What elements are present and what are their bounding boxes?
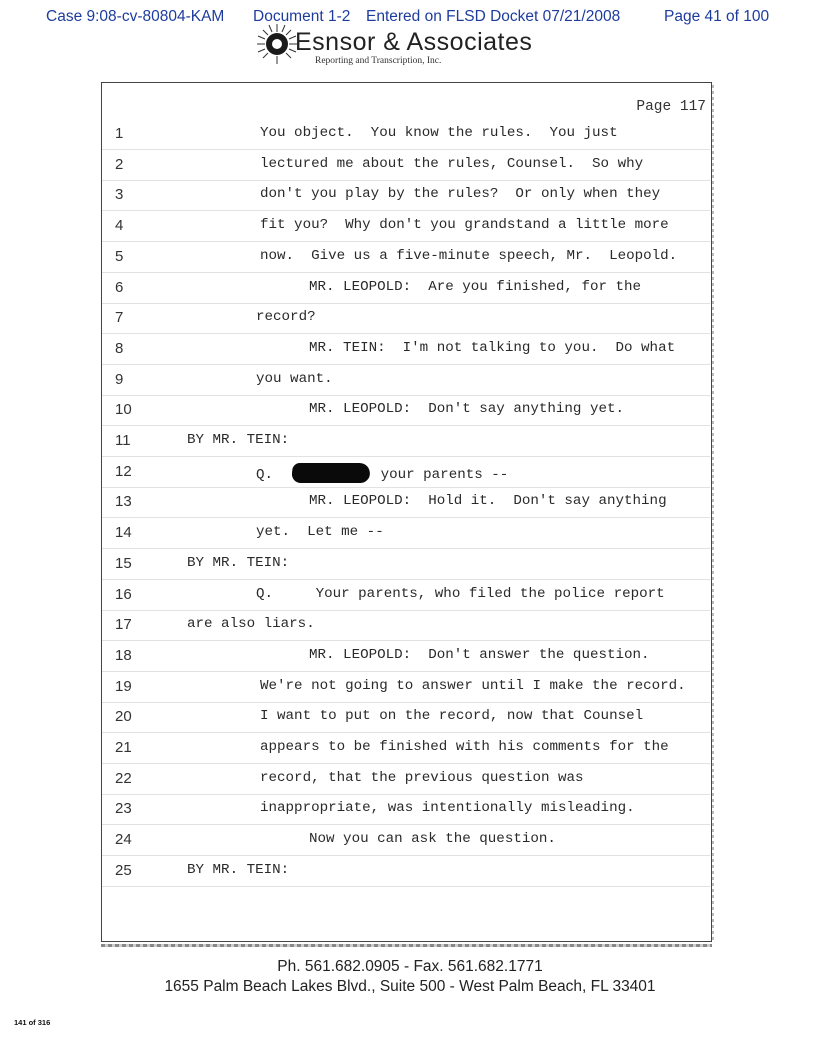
transcript-line [102,702,710,733]
line-number: 18 [115,646,132,664]
docket-entry: Entered on FLSD Docket 07/21/2008 [366,8,621,25]
transcript-line [102,334,710,365]
transcript-line [102,150,710,181]
transcript-line [102,672,710,703]
line-text: fit you? Why don't you grandstand a little more [260,217,669,234]
line-text: MR. LEOPOLD: Don't say anything yet. [309,401,625,418]
line-text: BY MR. TEIN: [187,432,290,448]
line-text: We're not going to answer until I make the record. [260,677,686,694]
line-number: 15 [115,554,132,572]
line-text: lectured me about the rules, Counsel. So why [260,155,644,172]
line-number: 12 [115,462,132,480]
line-text [256,463,508,483]
transcript-line [102,487,710,518]
line-text: don't you play by the rules? Or only when they [260,186,661,203]
line-number: 9 [115,370,124,388]
line-text: now. Give us a five-minute speech, Mr. Leopold. [260,247,678,264]
line-number: 8 [115,339,124,357]
transcript-line [102,457,710,488]
line-number: 10 [115,401,132,419]
line-number: 14 [115,524,132,542]
line-text-before-redaction: Q. [256,466,274,483]
footer-address: 1655 Palm Beach Lakes Blvd., Suite 500 - West Palm Beach, FL 33401 [164,978,656,995]
line-text: MR. TEIN: I'm not talking to you. Do what [309,339,676,356]
line-text: yet. Let me -- [256,524,384,541]
line-number: 3 [115,186,124,204]
redaction-block [291,463,371,483]
transcript-page-label: Page 117 [636,99,706,115]
transcript-line [102,580,710,611]
line-text: MR. LEOPOLD: Don't answer the question. [309,646,650,663]
line-text: BY MR. TEIN: [187,861,290,878]
line-number: 13 [115,493,132,511]
line-text: MR. LEOPOLD: Are you finished, for the [309,278,642,295]
transcript-line [102,211,710,242]
line-number: 21 [115,739,132,756]
transcript-line [102,365,710,396]
line-text: are also liars. [187,616,315,633]
pdf-page-count: 141 of 316 [14,1018,51,1027]
case-number: Case 9:08-cv-80804-KAM [46,8,225,25]
line-text: you want. [256,370,333,387]
line-number: 23 [115,800,132,818]
transcript-line [102,518,710,549]
reporter-name: Esnsor & Associates [295,28,533,56]
line-text-after-redaction: your parents -- [380,466,509,483]
document-number: Document 1-2 [253,8,351,25]
line-number: 16 [115,585,132,603]
line-text: Now you can ask the question. [309,831,556,848]
line-text: record, that the previous question was [260,769,584,786]
line-text: BY MR. TEIN: [187,554,290,571]
transcript-line [102,825,710,856]
line-number: 25 [115,861,132,879]
line-number: 4 [115,217,124,235]
line-text: I want to put on the record, now that Counsel [260,708,644,725]
line-number: 24 [115,831,132,849]
line-number: 19 [115,677,132,695]
transcript-line [102,764,710,795]
reporter-tagline: Reporting and Transcription, Inc. [315,56,442,66]
line-text: MR. LEOPOLD: Hold it. Don't say anything [309,493,667,510]
line-text: appears to be finished with his comments for the [260,739,669,755]
transcript-line [102,242,710,273]
line-text: inappropriate, was intentionally misleading. [260,800,635,817]
transcript-line [102,641,710,672]
line-number: 5 [115,247,124,265]
line-number: 17 [115,616,132,634]
transcript-line [102,856,710,887]
transcript-line [102,180,710,211]
filing-page-number: Page 41 of 100 [664,8,770,25]
transcript-bottom-rule [101,944,712,947]
transcript-line [102,273,710,304]
line-number: 6 [115,278,124,296]
transcript-line [102,610,710,641]
footer-phone-fax: Ph. 561.682.0905 - Fax. 561.682.1771 [277,958,543,975]
line-number: 20 [115,708,132,726]
transcript-line [102,733,710,764]
line-text: record? [256,309,316,326]
transcript-line [102,794,710,825]
line-text: You object. You know the rules. You just [260,125,618,141]
transcript-line [102,119,710,150]
line-text: Q. Your parents, who filed the police report [256,585,665,602]
line-number: 2 [115,155,124,173]
line-number: 11 [115,432,131,449]
line-number: 1 [115,125,124,142]
reporter-logo [255,22,555,68]
transcript-line [102,303,710,334]
transcript-line [102,549,710,580]
transcript-line [102,426,710,457]
sunburst-seal-icon [255,22,299,66]
line-number: 7 [115,309,124,327]
transcript-line [102,395,710,426]
line-number: 22 [115,769,132,787]
